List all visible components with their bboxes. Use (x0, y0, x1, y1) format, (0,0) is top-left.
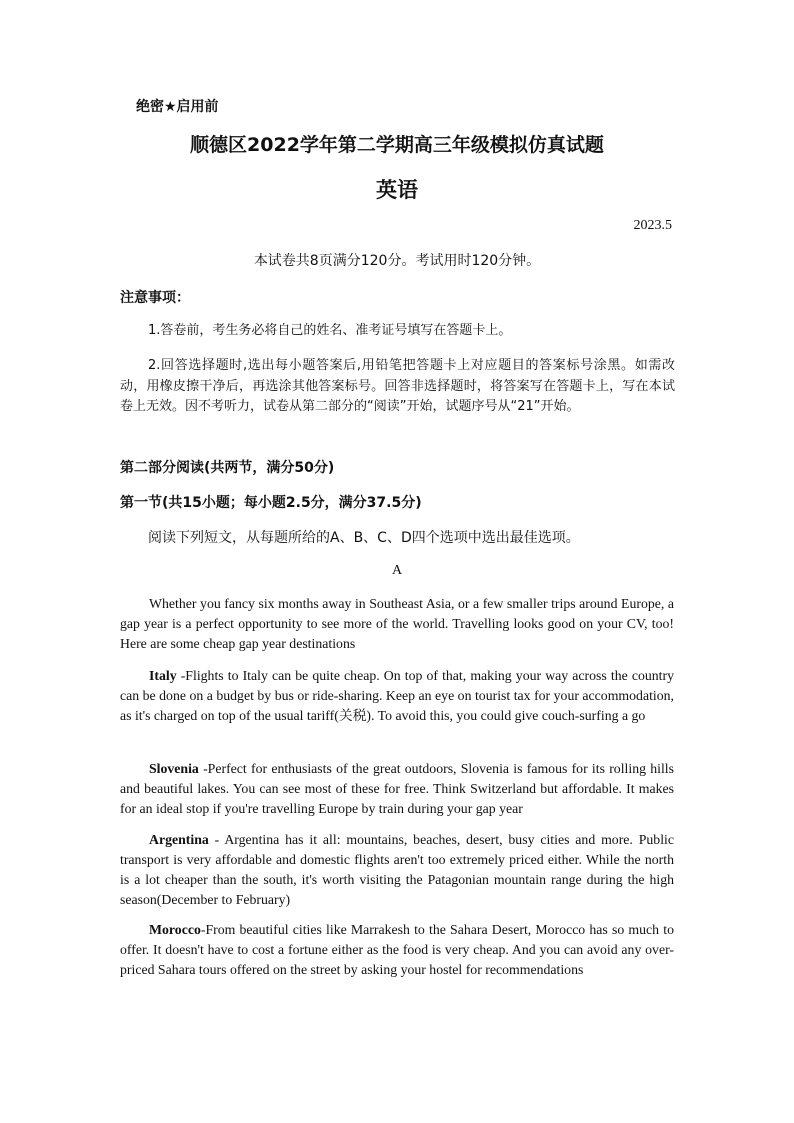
subsection-title: 第一节(共15小题；每小题2.5分，满分37.5分) (120, 495, 422, 511)
destination-paragraph (120, 920, 674, 980)
notice-item: 1.答卷前，考生务必将自己的姓名、准考证号填写在答题卡上。 (148, 323, 512, 338)
destination-paragraph (120, 666, 674, 726)
destination-text: -Perfect for enthusiasts of the great outdoors, Slovenia is famous for its rolling hills and beautiful lakes. You can see most of these for free. Think Switzerland but affordable. It makes for an ideal stop if you're travelling Europe by train during your gap year (120, 761, 674, 816)
exam-title: 顺德区2022学年第二学期高三年级模拟仿真试题 (190, 134, 604, 156)
destination-paragraph (120, 830, 674, 910)
destination-name: Italy (149, 668, 177, 683)
exam-date: 2023.5 (633, 218, 672, 233)
section-title: 第二部分阅读(共两节，满分50分) (120, 460, 335, 476)
destination-name: Morocco (149, 922, 201, 937)
passage-intro: Whether you fancy six months away in Southeast Asia, or a few smaller trips around Europe, a gap year is a perfect opportunity to see more of the world. Travelling looks good on your CV, too! Here are some cheap gap year destinations (120, 596, 674, 651)
subject-title: 英语 (376, 178, 418, 202)
destination-name: Argentina (149, 832, 209, 847)
passage-label: A (391, 563, 403, 578)
exam-info: 本试卷共8页满分120分。考试用时120分钟。 (253, 253, 541, 269)
destination-text: -Flights to Italy can be quite cheap. On top of that, making your way across the country can be done on a budget by bus or ride-sharing. Keep an eye on tourist tax for your accommodation, as it's charged on top of the usual tariff(关税). To avoid this, you could give couch-surfing a go (120, 668, 674, 723)
destination-name: Slovenia (149, 761, 199, 776)
destination-paragraph (120, 759, 674, 819)
reading-instruction: 阅读下列短文，从每题所给的A、B、C、D四个选项中选出最佳选项。 (148, 530, 580, 546)
notice-item: 2.回答选择题时,选出每小题答案后,用铅笔把答题卡上对应题目的答案标号涂黑。如需改动，用橡皮擦干净后，再选涂其他答案标号。回答非选择题时，将答案写在答题卡上，写在本试卷上无效。因不考听力，试卷从第二部分的“阅读”开始，试题序号从“21”开始。 (120, 358, 675, 414)
destination-text: -From beautiful cities like Marrakesh to the Sahara Desert, Morocco has so much to offer. It doesn't have to cost a fortune either as the food is very cheap. And you can avoid any over-priced Sahara tours offered on the street by asking your hostel for recommendations (120, 922, 674, 977)
destination-text: - Argentina has it all: mountains, beaches, desert, busy cities and more. Public transport is very affordable and domestic flights aren't too extremely priced either. While the north is a lot cheaper than the south, it's worth visiting the Patagonian mountain range during the high season(December to February) (120, 832, 674, 907)
confidential-mark: 绝密★启用前 (136, 99, 219, 115)
notice-heading: 注意事项： (120, 290, 190, 306)
